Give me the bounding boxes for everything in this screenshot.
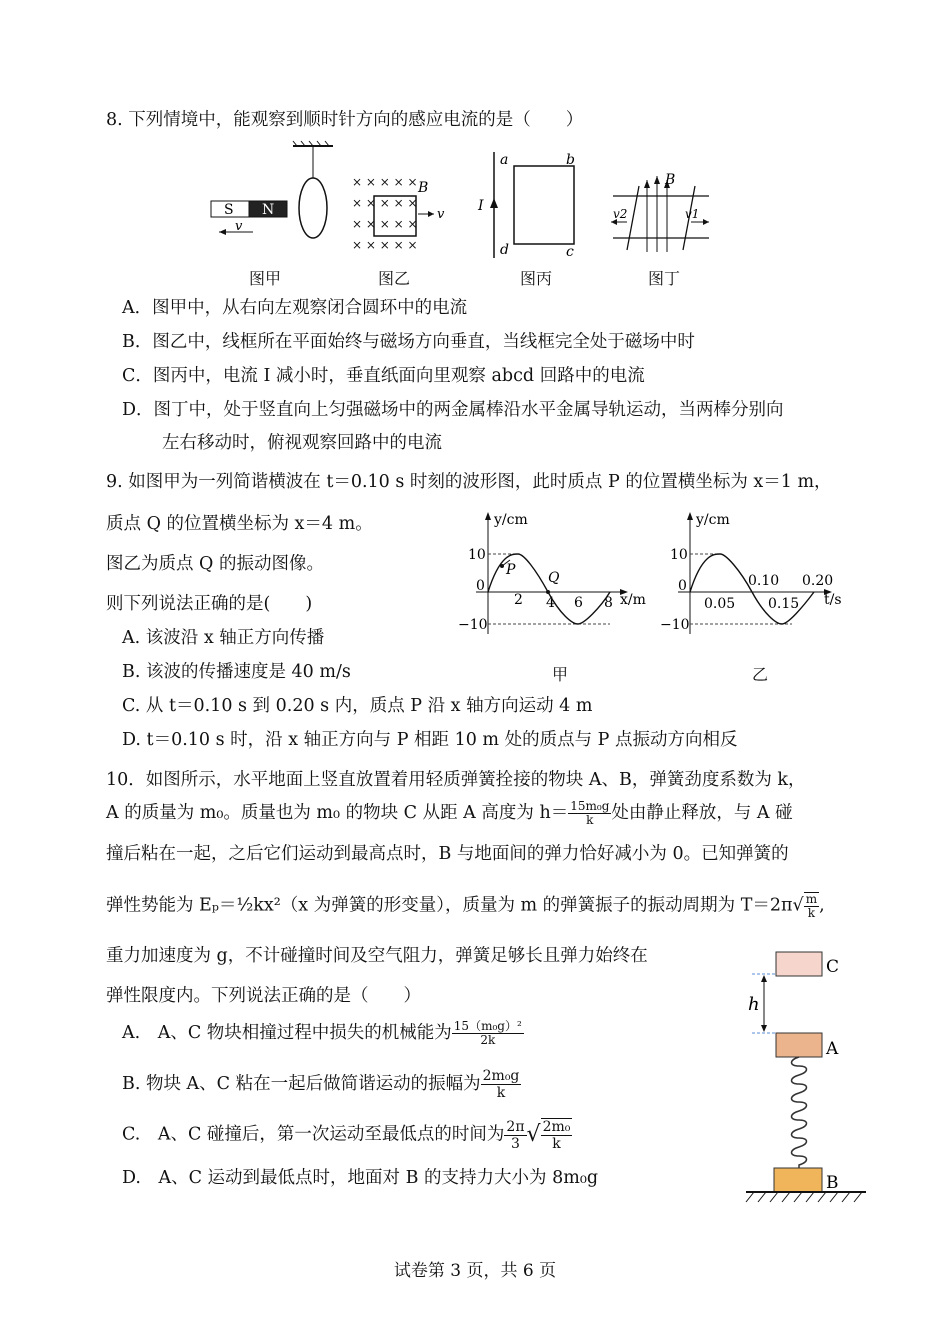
- graph-caption-yi: 乙: [752, 665, 769, 684]
- field-label-b: B: [418, 180, 429, 196]
- q9-graph-yi: [660, 508, 850, 640]
- jia-origin: 0: [476, 578, 485, 594]
- option-a-num: 15（m₀g）²: [453, 1019, 522, 1033]
- q9-graph-jia: [458, 508, 660, 640]
- jia-xtick-8: 8: [604, 595, 613, 611]
- current-label-i: I: [478, 198, 484, 214]
- v2-label: v2: [613, 207, 628, 221]
- q9-stem-2: 质点 Q 的位置横坐标为 x＝4 m。: [106, 514, 373, 534]
- q8-option-a[interactable]: A．图甲中，从右向左观察闭合圆环中的电流: [122, 298, 468, 318]
- q10-option-c[interactable]: [122, 1118, 572, 1152]
- field-label-b: B: [665, 172, 676, 188]
- height-frac-num: 15m₀g: [570, 799, 610, 813]
- yi-xtick-005: 0.05: [704, 596, 736, 612]
- caption-jia: 图甲: [249, 269, 282, 288]
- height-frac-den: k: [586, 813, 594, 827]
- q9-option-a[interactable]: A. 该波沿 x 轴正方向传播: [122, 628, 325, 648]
- jia-xlabel: x/m: [620, 592, 646, 608]
- corner-d: d: [500, 242, 509, 258]
- q10-option-b-text: B. 物块 A、C 粘在一起后做简谐运动的振幅为: [122, 1074, 481, 1094]
- corner-a: a: [500, 152, 509, 168]
- option-c-fraction: [504, 1119, 526, 1152]
- yi-ytick-neg10: −10: [660, 617, 690, 633]
- block-a: [776, 1033, 822, 1057]
- v1-label: v1: [685, 207, 700, 221]
- yi-xlabel: t/s: [824, 592, 842, 608]
- yi-origin: 0: [678, 578, 687, 594]
- jia-label-p: P: [506, 562, 516, 578]
- q10-stem-2: [106, 800, 793, 827]
- option-b-den: k: [496, 1085, 506, 1101]
- height-fraction: [568, 800, 611, 827]
- q10-stem-4a: 弹性势能为 Eₚ＝½kx²（x 为弹簧的形变量），质量为 m 的弹簧振子的振动周期为 T＝2π√: [106, 895, 804, 916]
- option-c-rad-den: k: [552, 1136, 561, 1152]
- svg-text:× × × × ×: × × × × ×: [352, 238, 418, 252]
- q10-option-d[interactable]: D. A、C 运动到最低点时，地面对 B 的支持力大小为 8m₀g: [122, 1168, 599, 1188]
- yi-xtick-015: 0.15: [768, 596, 800, 612]
- q10-stem-1: 10．如图所示，水平地面上竖直放置着用轻质弹簧拴接的物块 A、B，弹簧劲度系数为 k，: [106, 770, 806, 790]
- loop-abcd: [514, 166, 574, 244]
- q9-option-c[interactable]: C. 从 t＝0.10 s 到 0.20 s 内，质点 P 沿 x 轴方向运动 4 m: [122, 696, 593, 716]
- jia-ytick-neg10: −10: [458, 617, 488, 633]
- svg-text:× × × × ×: × × × × ×: [352, 175, 418, 189]
- block-c-label: C: [826, 957, 840, 977]
- page-footer: 试卷第 3 页，共 6 页: [393, 1261, 557, 1281]
- q10-stem-4: [106, 892, 825, 920]
- q8-option-b[interactable]: B．图乙中，线框所在平面始终与磁场方向垂直，当线框完全处于磁场中时: [122, 332, 695, 352]
- period-frac-num: m: [805, 892, 818, 906]
- jia-label-q: Q: [548, 570, 560, 586]
- option-a-fraction: [452, 1020, 524, 1047]
- point-q: [546, 590, 550, 594]
- q10-spring-figure: [740, 944, 870, 1210]
- q8-stem: 8. 下列情境中，能观察到顺时针方向的感应电流的是（ ）: [106, 110, 584, 130]
- q8-option-d-cont: 左右移动时，俯视观察回路中的电流: [162, 433, 442, 453]
- jia-xtick-4: 4: [546, 595, 555, 611]
- spring-coil: [792, 1057, 807, 1168]
- caption-bing: 图丙: [520, 269, 553, 288]
- q10-stem-4b: ,: [819, 895, 825, 916]
- yi-ytick-10: 10: [670, 547, 688, 563]
- q9-option-b[interactable]: B. 该波的传播速度是 40 m/s: [122, 662, 351, 682]
- q10-stem-2b: 处由静止释放，与 A 碰: [611, 803, 793, 823]
- q9-stem-1: 9. 如图甲为一列简谐横波在 t＝0.10 s 时刻的波形图，此时质点 P 的位置横坐标为 x＝1 m，: [106, 472, 832, 492]
- q8-figure-bing: [472, 146, 582, 264]
- svg-text:× × × × ×: × × × × ×: [352, 217, 418, 231]
- q9-option-d[interactable]: D. t＝0.10 s 时，沿 x 轴正方向与 P 相距 10 m 处的质点与 P 点振动方向相反: [122, 730, 738, 750]
- option-a-den: 2k: [480, 1033, 496, 1047]
- graph-caption-jia: 甲: [552, 665, 569, 684]
- frame-velocity-label: v: [437, 207, 445, 222]
- jia-ylabel: y/cm: [494, 512, 528, 528]
- yi-wave: [690, 554, 814, 624]
- q10-option-b[interactable]: [122, 1068, 521, 1101]
- corner-c: c: [566, 244, 574, 260]
- block-b-label: B: [826, 1173, 839, 1193]
- magnet-n-label: N: [262, 202, 275, 218]
- q10-option-a[interactable]: [122, 1020, 524, 1047]
- q8-option-d[interactable]: D．图丁中，处于竖直向上匀强磁场中的两金属棒沿水平金属导轨运动，当两棒分别向: [122, 400, 784, 420]
- q10-option-a-text: A. A、C 物块相撞过程中损失的机械能为: [122, 1023, 452, 1043]
- option-c-den: 3: [511, 1135, 520, 1152]
- block-c: [776, 952, 822, 976]
- q9-stem-4: 则下列说法正确的是( ): [106, 594, 313, 614]
- yi-xtick-010: 0.10: [748, 573, 780, 589]
- closed-ring: [299, 178, 327, 238]
- block-b: [774, 1168, 822, 1192]
- q8-figure-jia: [205, 140, 345, 250]
- q10-stem-3: 撞后粘在一起，之后它们运动到最高点时，B 与地面间的弹力恰好减小为 0。已知弹簧的: [106, 844, 789, 864]
- q10-stem-6: 弹性限度内。下列说法正确的是（ ）: [106, 986, 421, 1006]
- jia-ytick-10: 10: [468, 547, 486, 563]
- jia-xtick-2: 2: [514, 592, 523, 608]
- period-fraction: [804, 892, 819, 920]
- corner-b: b: [566, 152, 575, 168]
- yi-xtick-020: 0.20: [802, 573, 834, 589]
- caption-ding: 图丁: [648, 269, 681, 288]
- field-lines-b: [647, 176, 667, 252]
- ground-hatch: [746, 1192, 862, 1202]
- block-a-label: A: [826, 1039, 839, 1059]
- field-crosses: [352, 175, 418, 252]
- q8-figure-yi: [350, 172, 450, 264]
- q9-stem-3: 图乙为质点 Q 的振动图像。: [106, 554, 324, 574]
- q8-figure-ding: [605, 166, 715, 262]
- option-b-fraction: [481, 1068, 522, 1101]
- option-c-rad-num: 2m₀: [542, 1119, 571, 1135]
- svg-text:× × × × ×: × × × × ×: [352, 196, 418, 210]
- q10-option-c-text: C. A、C 碰撞后，第一次运动至最低点的时间为: [122, 1124, 505, 1145]
- caption-yi: 图乙: [378, 269, 411, 288]
- period-frac-den: k: [807, 906, 816, 920]
- q8-option-c[interactable]: C．图丙中，电流 I 减小时，垂直纸面向里观察 abcd 回路中的电流: [122, 366, 645, 386]
- jia-xtick-6: 6: [574, 595, 583, 611]
- magnet-s-label: S: [224, 202, 234, 218]
- option-c-num: 2π: [506, 1118, 525, 1135]
- sqrt-sign: √: [526, 1122, 541, 1147]
- height-label-h: h: [748, 994, 760, 1015]
- yi-ylabel: y/cm: [696, 512, 730, 528]
- q10-stem-2a: A 的质量为 m₀。质量也为 m₀ 的物块 C 从距 A 高度为 h＝: [106, 803, 569, 823]
- velocity-label: v: [235, 219, 243, 234]
- q10-stem-5: 重力加速度为 g，不计碰撞时间及空气阻力，弹簧足够长且弹力始终在: [106, 946, 648, 966]
- option-b-num: 2m₀g: [482, 1068, 520, 1084]
- option-c-radicand: [541, 1118, 573, 1152]
